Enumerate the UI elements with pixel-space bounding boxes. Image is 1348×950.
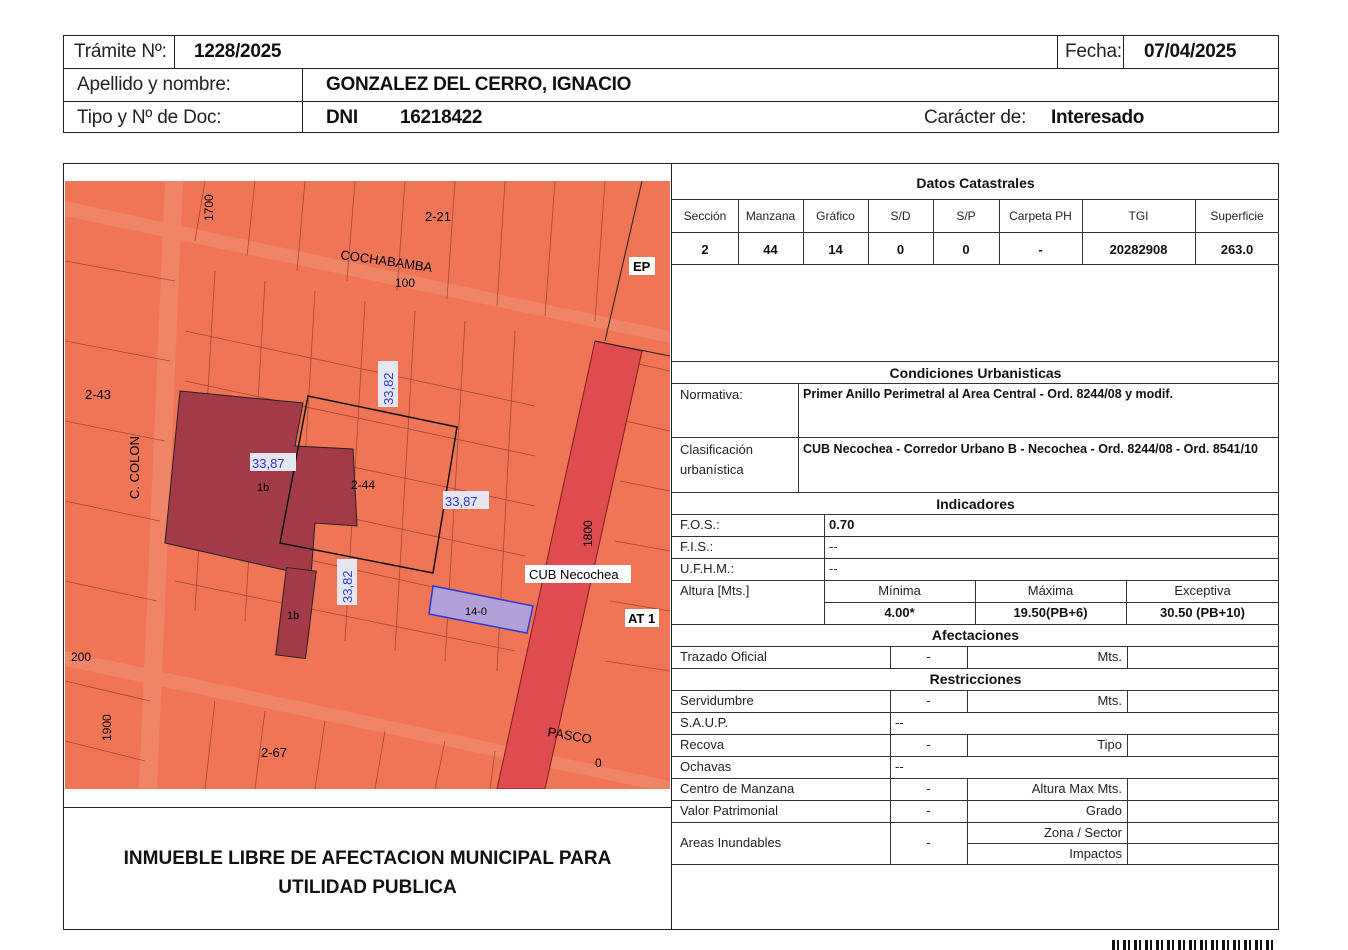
- dim-3387-b: 33,87: [445, 494, 478, 509]
- saup-label: S.A.U.P.: [680, 715, 729, 730]
- label-pasco: PASCO: [546, 724, 593, 747]
- restricciones-title: Restricciones: [929, 671, 1022, 687]
- ufhm-label: U.F.H.M.:: [680, 561, 735, 576]
- areas-label: Areas Inundables: [680, 835, 782, 850]
- notice-box: [64, 807, 671, 930]
- excepcional-value: 30.50 (PB+10): [1160, 605, 1245, 620]
- label-2-67: 2-67: [261, 745, 288, 760]
- dim-3382-b: 33,82: [340, 570, 355, 603]
- apellido-value: GONZALEZ DEL CERRO, IGNACIO: [326, 74, 632, 95]
- centro-extra: Altura Max Mts.: [1031, 781, 1122, 796]
- val-carpeta: -: [1038, 242, 1043, 257]
- indicadores-title: Indicadores: [936, 496, 1015, 512]
- normativa-value: Primer Anillo Perimetral al Area Central - Ord. 8244/08 y modif.: [803, 387, 1174, 401]
- areas-value: -: [926, 835, 931, 850]
- tramite-label: Trámite Nº:: [74, 41, 167, 62]
- impactos-label: Impactos: [1069, 846, 1122, 861]
- centro-value: -: [926, 781, 931, 796]
- caracter-value: Interesado: [1051, 107, 1145, 128]
- val-tgi: 20282908: [1109, 242, 1168, 257]
- zona-label: Zona / Sector: [1043, 825, 1122, 840]
- fecha-label: Fecha:: [1065, 41, 1122, 62]
- minima-value: 4.00*: [884, 605, 915, 620]
- minima-label: Mínima: [878, 583, 921, 598]
- col-carpeta: Carpeta PH: [1009, 209, 1072, 223]
- fecha-value: 07/04/2025: [1144, 41, 1237, 62]
- afectaciones-title: Afectaciones: [931, 627, 1020, 643]
- val-sp: 0: [962, 242, 970, 257]
- normativa-label: Normativa:: [680, 387, 743, 402]
- clasificacion-label-2: urbanística: [680, 462, 744, 477]
- altura-label: Altura [Mts.]: [680, 583, 750, 598]
- label-0: 0: [595, 756, 602, 770]
- dim-3387-a: 33,87: [252, 456, 285, 471]
- fos-label: F.O.S.:: [680, 517, 720, 532]
- label-200: 200: [71, 650, 92, 664]
- label-100: 100: [395, 276, 416, 290]
- fis-label: F.I.S.:: [680, 539, 714, 554]
- barcode-icon: [1112, 940, 1277, 950]
- col-superficie: Superficie: [1210, 209, 1264, 223]
- val-grafico: 14: [828, 242, 843, 257]
- recova-value: -: [926, 737, 931, 752]
- label-2-44: 2-44: [351, 478, 376, 492]
- fos-value: 0.70: [829, 517, 855, 532]
- col-sd: S/D: [890, 209, 911, 223]
- valor-label: Valor Patrimonial: [680, 803, 779, 818]
- label-at1: AT 1: [628, 611, 656, 626]
- fis-value: --: [829, 539, 838, 554]
- clasificacion-label-1: Clasificación: [680, 442, 753, 457]
- tramite-value: 1228/2025: [194, 41, 282, 62]
- maxima-label: Máxima: [1027, 583, 1074, 598]
- caracter-label: Carácter de:: [924, 107, 1027, 128]
- col-sp: S/P: [956, 209, 976, 223]
- excepcional-label: Exceptiva: [1174, 583, 1231, 598]
- label-2-21: 2-21: [425, 209, 452, 224]
- servidumbre-label: Servidumbre: [680, 693, 754, 708]
- dim-3382-a: 33,82: [381, 372, 396, 405]
- trazado-label: Trazado Oficial: [680, 649, 767, 664]
- clasificacion-value: CUB Necochea - Corredor Urbano B - Necochea - Ord. 8244/08 - Ord. 8541/10: [803, 442, 1259, 456]
- label-cochabamba: COCHABAMBA: [339, 247, 434, 275]
- label-ep: EP: [633, 259, 651, 274]
- label-1700: 1700: [202, 194, 216, 221]
- main-panel: [63, 163, 1279, 930]
- trazado-value: -: [926, 649, 931, 664]
- label-cub-necochea: CUB Necochea: [529, 567, 619, 582]
- val-manzana: 44: [763, 242, 778, 257]
- servidumbre-value: -: [926, 693, 931, 708]
- label-1900: 1900: [100, 714, 114, 741]
- val-seccion: 2: [701, 242, 709, 257]
- label-1800: 1800: [581, 520, 595, 547]
- col-manzana: Manzana: [745, 209, 796, 223]
- ochavas-value: --: [895, 759, 904, 774]
- col-seccion: Sección: [683, 209, 727, 223]
- trazado-mts: Mts.: [1097, 649, 1122, 664]
- cadastral-map: [65, 181, 670, 789]
- col-grafico: Gráfico: [816, 209, 855, 223]
- ochavas-label: Ochavas: [680, 759, 732, 774]
- recova-tipo: Tipo: [1097, 737, 1122, 752]
- notice-text: INMUEBLE LIBRE DE AFECTACION MUNICIPAL PARA UTILIDAD PUBLICA: [123, 848, 612, 898]
- map-svg: [65, 181, 670, 789]
- recova-label: Recova: [680, 737, 725, 752]
- doc-number: 16218422: [400, 107, 483, 128]
- catastro-title: Datos Catastrales: [916, 175, 1035, 191]
- header-table: [63, 35, 1279, 133]
- tipo-doc-value: DNI: [326, 107, 358, 128]
- label-colon: C. COLON: [127, 436, 142, 499]
- label-1b-a: 1b: [257, 482, 270, 494]
- valor-grado: Grado: [1085, 803, 1122, 818]
- saup-value: --: [895, 715, 904, 730]
- data-panel: [671, 164, 1279, 929]
- valor-value: -: [926, 803, 931, 818]
- ufhm-value: --: [829, 561, 838, 576]
- label-14-0: 14-0: [465, 606, 488, 618]
- apellido-label: Apellido y nombre:: [77, 74, 231, 95]
- maxima-value: 19.50(PB+6): [1013, 605, 1088, 620]
- label-1b-b: 1b: [287, 610, 300, 622]
- centro-label: Centro de Manzana: [680, 781, 795, 796]
- val-superficie: 263.0: [1220, 242, 1254, 257]
- col-tgi: TGI: [1128, 209, 1149, 223]
- label-2-43: 2-43: [85, 387, 112, 402]
- val-sd: 0: [896, 242, 905, 257]
- servidumbre-mts: Mts.: [1097, 693, 1122, 708]
- tipo-doc-label: Tipo y Nº de Doc:: [77, 107, 222, 128]
- urbanisticas-title: Condiciones Urbanisticas: [889, 365, 1062, 381]
